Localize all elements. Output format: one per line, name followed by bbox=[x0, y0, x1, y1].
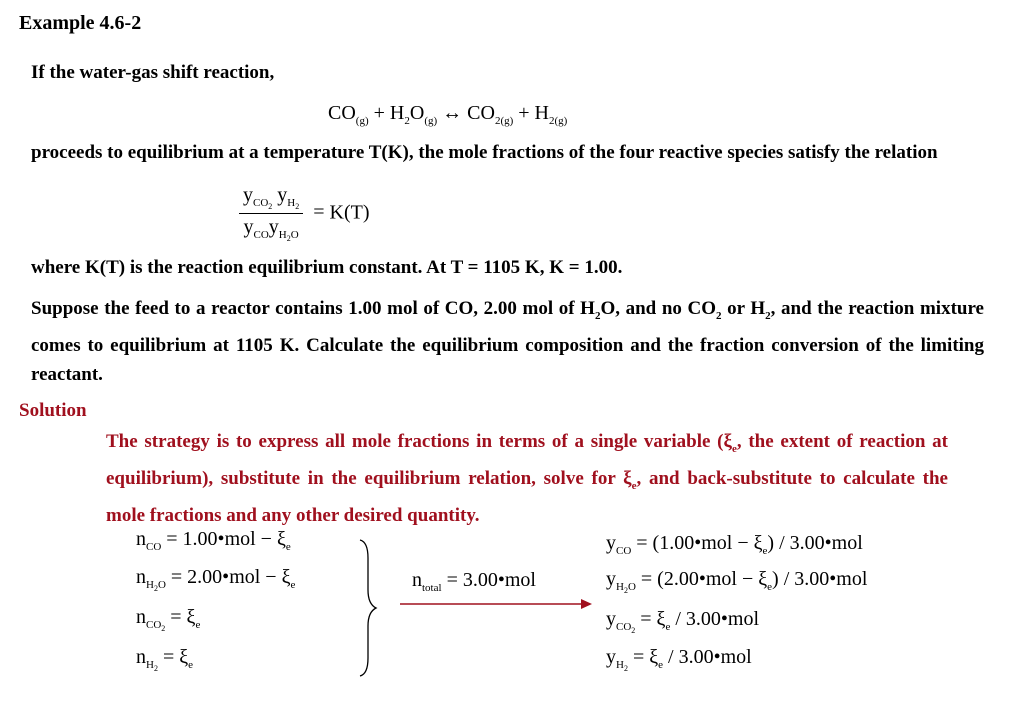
solution-label: Solution bbox=[19, 400, 87, 421]
right-equation-1: $y_{CO}$ = (1.00•mol − $\xi_e$) / 3.00•mol bbox=[606, 532, 863, 557]
intro-text: If the water-gas shift reaction, bbox=[31, 62, 275, 83]
left-equation-1: $n_{CO}$ = 1.00•mol − $\xi_e$ bbox=[136, 528, 291, 553]
right-equation-3: $y_{CO_2} = \xi_e$ / 3.00•mol bbox=[606, 608, 760, 636]
reaction-equation: $CO_{(g)} + H_2O_{(g)}$ ↔ $CO_{2(g)} + H_{2(g)}$ bbox=[328, 102, 568, 127]
example-title: Example 4.6-2 bbox=[19, 12, 142, 34]
paragraph-relation: proceeds to equilibrium at a temperature T(K), the mole fractions of the four reactive species satisfy the relation bbox=[31, 142, 938, 163]
relation-fraction: $\frac{y_{CO_2} y_{H_2}}{y_{CO}y_{H_2O}}$ bbox=[239, 184, 303, 243]
right-equation-2: $y_{H_2O}$ = (2.00•mol − $\xi_e$) / 3.00•mol bbox=[606, 568, 868, 596]
paragraph-problem: Suppose the feed to a reactor contains 1.00 mol of CO, 2.00 mol of $H_2O$, and no $CO_2$ or $H_2$, and the reaction mixture comes to equilibrium at 1105 K. Calculate the equilibrium composition and the fraction conversion of the limiting reactant. bbox=[31, 298, 984, 385]
equilibrium-relation: $\frac{y_{CO_2} y_{H_2}}{y_{CO}y_{H_2O}}$ = K(T) bbox=[239, 184, 370, 243]
right-arrow-icon bbox=[398, 597, 594, 611]
left-equation-3: $n_{CO_2} = \xi_e$ bbox=[136, 606, 201, 634]
left-equation-4: $n_{H_2} = \xi_e$ bbox=[136, 646, 194, 674]
solution-strategy: The strategy is to express all mole fractions in terms of a single variable ($\xi_e$, the extent of reaction at equilibrium), substitute in the equilibrium relation, solve for $\xi_e$, and back-substitute to calculate the mole fractions and any other desired quantity. bbox=[106, 431, 948, 526]
right-equation-4: $y_{H_2} = \xi_e$ / 3.00•mol bbox=[606, 646, 752, 674]
right-brace bbox=[356, 538, 380, 678]
left-equation-2: $n_{H_2O}$ = 2.00•mol − $\xi_e$ bbox=[136, 566, 296, 594]
paragraph-constant: where K(T) is the reaction equilibrium constant. At T = 1105 K, K = 1.00. bbox=[31, 257, 623, 278]
total-moles-equation: $n_{total}$ = 3.00•mol bbox=[412, 569, 536, 594]
